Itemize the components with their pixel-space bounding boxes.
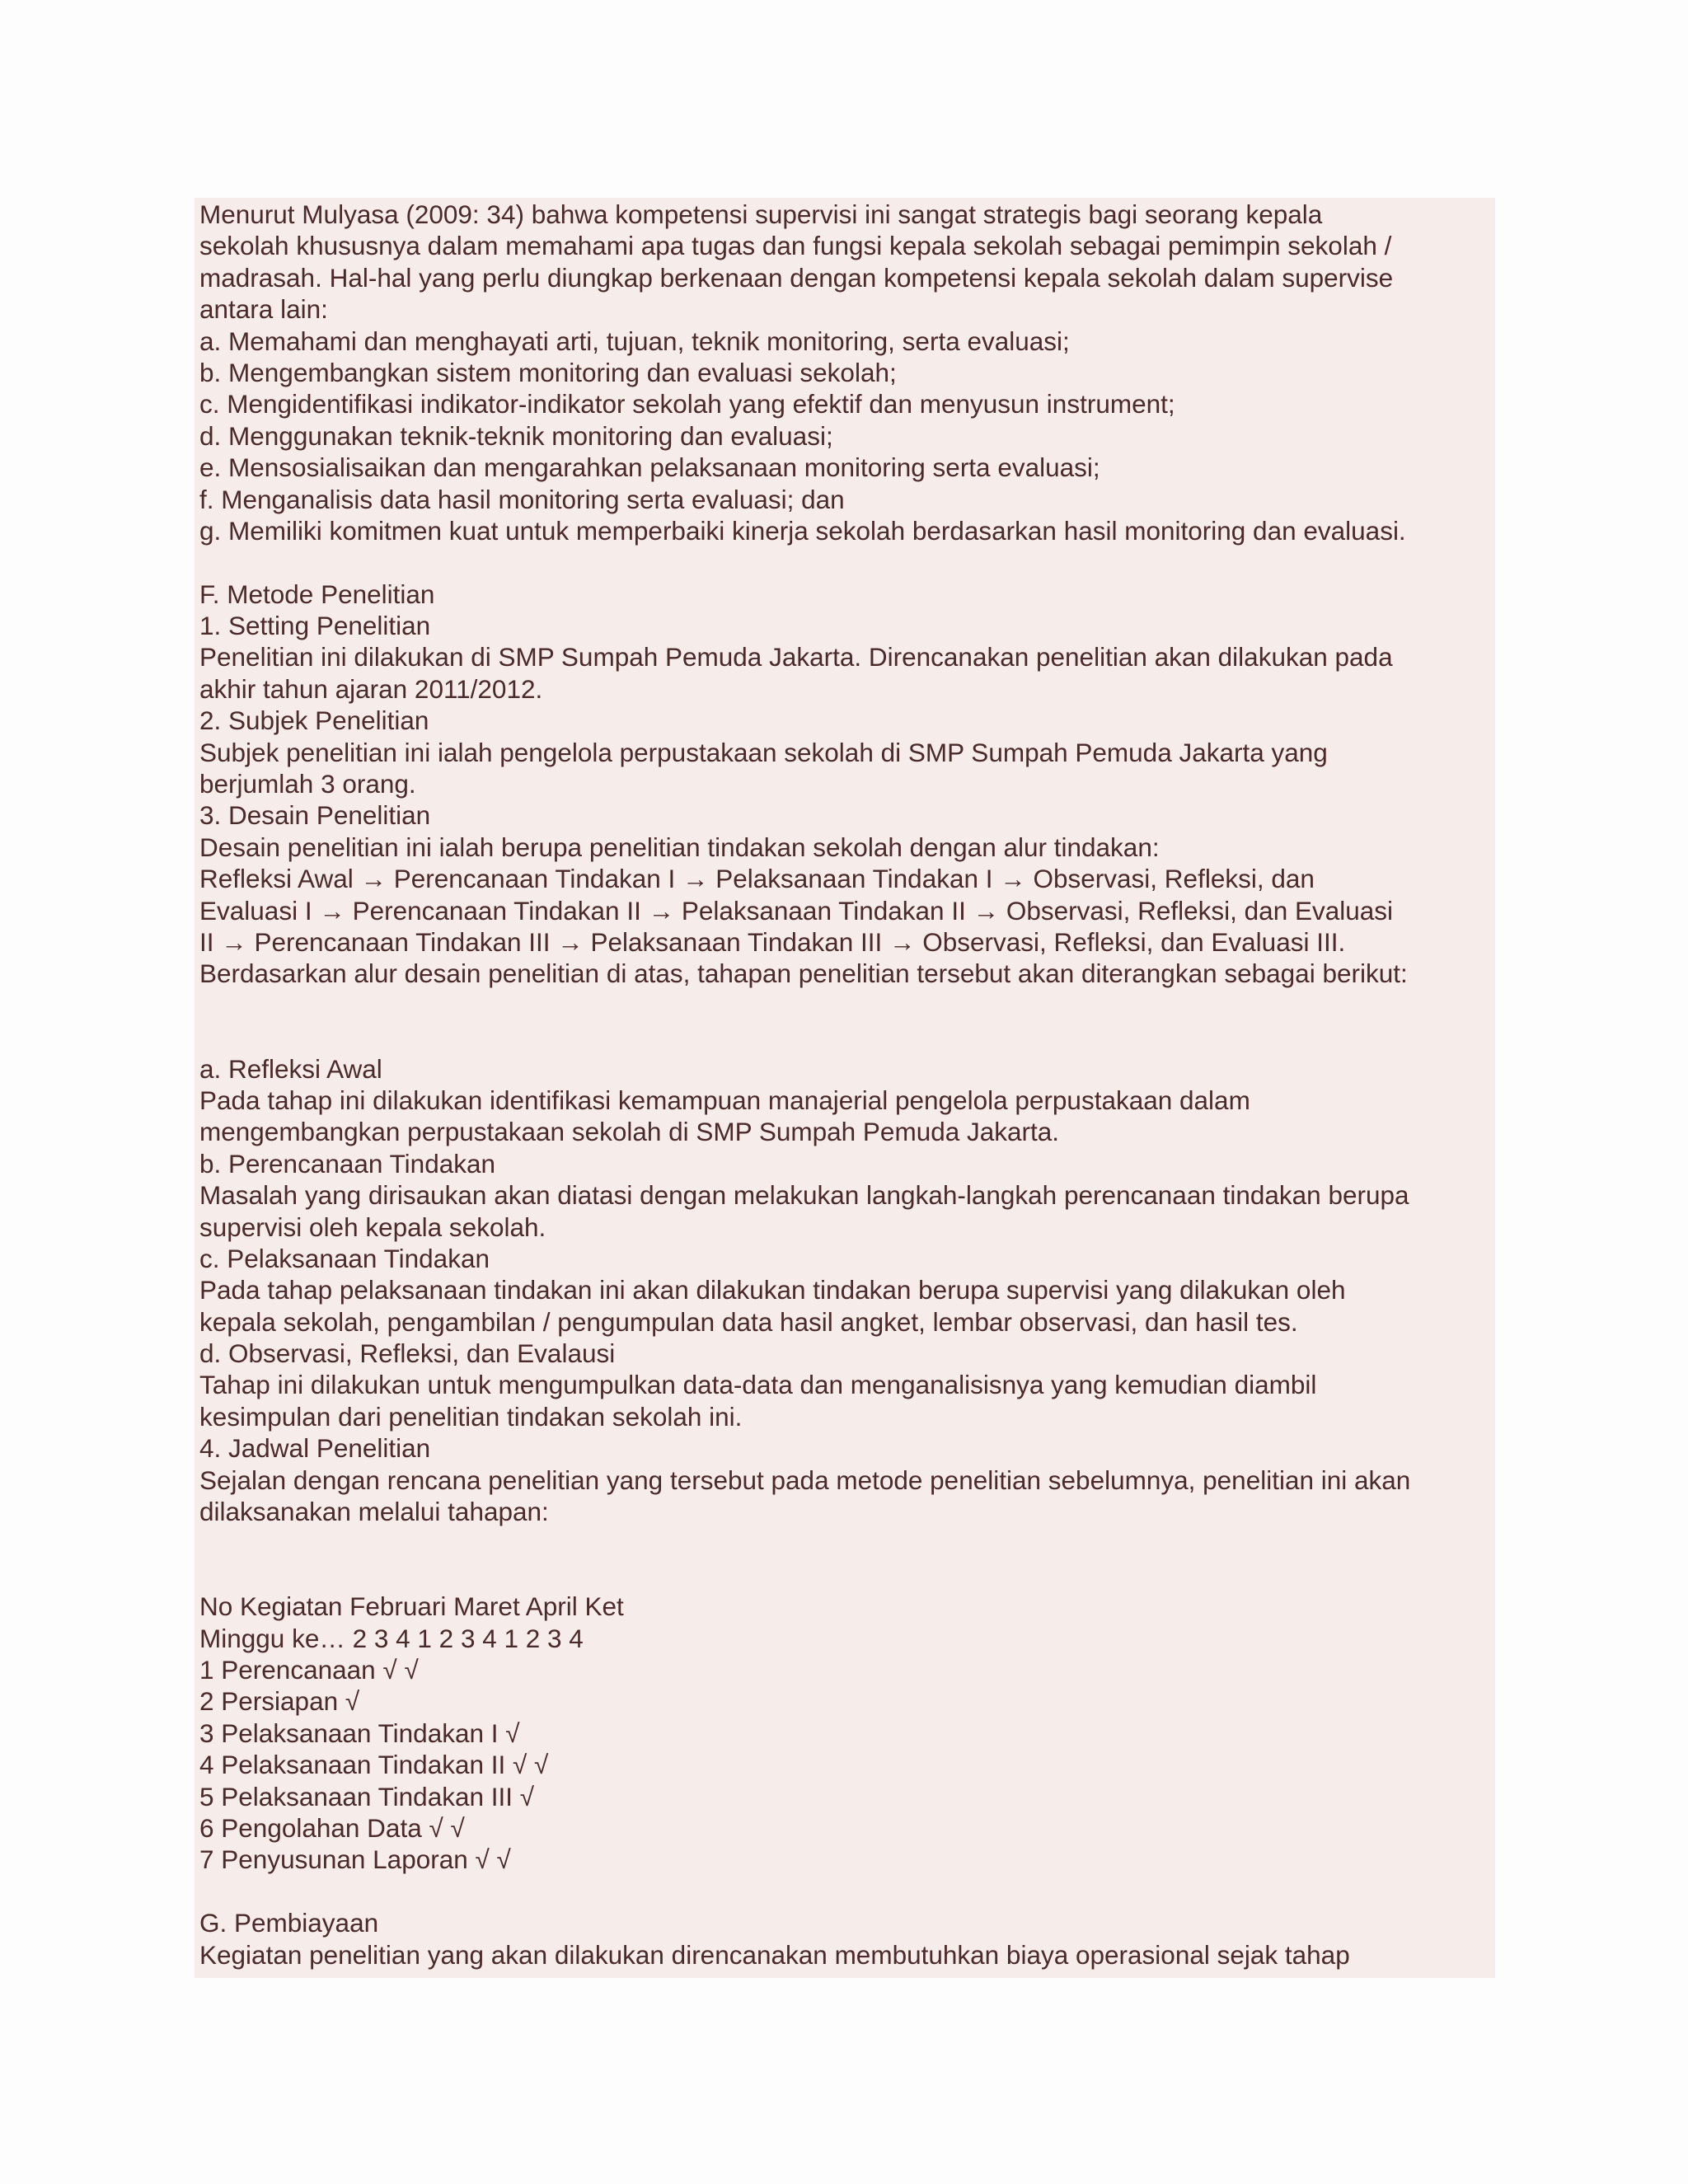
stage-line: b. Perencanaan Tindakan — [199, 1148, 496, 1179]
method-line: Berdasarkan alur desain penelitian di atas, tahapan penelitian tersebut akan diterangkan sebagai berikut: — [199, 958, 1408, 989]
method-line: 1. Setting Penelitian — [199, 611, 431, 641]
stage-line: a. Refleksi Awal — [199, 1053, 382, 1084]
stage-line: supervisi oleh kepala sekolah. — [199, 1212, 546, 1242]
schedule-row: 3 Pelaksanaan Tindakan I √ — [199, 1718, 520, 1748]
schedule-row: 7 Penyusunan Laporan √ √ — [199, 1844, 511, 1875]
competency-item: d. Menggunakan teknik-teknik monitoring dan evaluasi; — [199, 420, 833, 451]
intro-line: sekolah khususnya dalam memahami apa tugas dan fungsi kepala sekolah sebagai pemimpin sekolah / — [199, 231, 1392, 261]
schedule-row: 6 Pengolahan Data √ √ — [199, 1812, 465, 1843]
competency-item: b. Mengembangkan sistem monitoring dan evaluasi sekolah; — [199, 357, 897, 387]
method-section — [199, 579, 1493, 990]
stage-line: d. Observasi, Refleksi, dan Evalausi — [199, 1338, 616, 1369]
stage-line: kesimpulan dari penelitian tindakan sekolah ini. — [199, 1401, 743, 1432]
schedule-row: No Kegiatan Februari Maret April Ket — [199, 1591, 624, 1622]
funding-line: G. Pembiayaan — [199, 1908, 379, 1938]
funding-line: Kegiatan penelitian yang akan dilakukan direncanakan membutuhkan biaya operasional sejak tahap — [199, 1939, 1350, 1970]
method-line: 2. Subjek Penelitian — [199, 705, 429, 736]
competency-item: f. Menganalisis data hasil monitoring serta evaluasi; dan — [199, 484, 845, 514]
competency-item: g. Memiliki komitmen kuat untuk memperbaiki kinerja sekolah berdasarkan hasil monitoring dan evaluasi. — [199, 515, 1406, 546]
stage-line: c. Pelaksanaan Tindakan — [199, 1243, 490, 1273]
spacer — [199, 1527, 1493, 1591]
stage-line: dilaksanakan melalui tahapan: — [199, 1497, 549, 1527]
stage-line: mengembangkan perpustakaan sekolah di SMP Sumpah Pemuda Jakarta. — [199, 1117, 1060, 1147]
method-line: Subjek penelitian ini ialah pengelola perpustakaan sekolah di SMP Sumpah Pemuda Jakarta yang — [199, 737, 1328, 767]
stages-section — [199, 1053, 1493, 1528]
competency-item: e. Mensosialisaikan dan mengarahkan pelaksanaan monitoring serta evaluasi; — [199, 452, 1100, 483]
method-line: 3. Desain Penelitian — [199, 800, 431, 831]
method-line: akhir tahun ajaran 2011/2012. — [199, 673, 543, 704]
schedule-row: 1 Perencanaan √ √ — [199, 1655, 419, 1685]
schedule-row: 2 Persiapan √ — [199, 1686, 360, 1717]
schedule-table — [199, 1591, 1493, 1876]
schedule-row: 5 Pelaksanaan Tindakan III √ — [199, 1781, 535, 1811]
method-line: berjumlah 3 orang. — [199, 769, 416, 799]
stage-line: Pada tahap pelaksanaan tindakan ini akan dilakukan tindakan berupa supervisi yang dilakukan oleh — [199, 1275, 1346, 1305]
stage-line: Sejalan dengan rencana penelitian yang tersebut pada metode penelitian sebelumnya, penelitian ini akan — [199, 1465, 1411, 1495]
competency-item: a. Memahami dan menghayati arti, tujuan, teknik monitoring, serta evaluasi; — [199, 326, 1070, 356]
stage-line: kepala sekolah, pengambilan / pengumpulan data hasil angket, lembar observasi, dan hasil tes. — [199, 1306, 1298, 1337]
funding-section — [199, 1907, 1493, 1971]
intro-line: antara lain: — [199, 294, 328, 325]
competency-item: c. Mengidentifikasi indikator-indikator sekolah yang efektif dan menyusun instrument; — [199, 389, 1175, 419]
schedule-row: 4 Pelaksanaan Tindakan II √ √ — [199, 1750, 549, 1780]
method-line: Desain penelitian ini ialah berupa penelitian tindakan sekolah dengan alur tindakan: — [199, 832, 1160, 862]
method-line: Refleksi Awal → Perencanaan Tindakan I → Pelaksanaan Tindakan I → Observasi, Refleksi, dan — [199, 864, 1315, 894]
intro-paragraph — [199, 199, 1493, 326]
stage-line: Pada tahap ini dilakukan identifikasi kemampuan manajerial pengelola perpustakaan dalam — [199, 1085, 1250, 1115]
intro-line: madrasah. Hal-hal yang perlu diungkap berkenaan dengan kompetensi kepala sekolah dalam supervise — [199, 262, 1394, 293]
document-body — [199, 199, 1493, 1971]
method-line: Evaluasi I → Perencanaan Tindakan II → Pelaksanaan Tindakan II → Observasi, Refleksi, dan Evaluasi — [199, 895, 1394, 926]
method-line: II → Perencanaan Tindakan III → Pelaksanaan Tindakan III → Observasi, Refleksi, dan Evaluasi III. — [199, 926, 1346, 957]
competency-list — [199, 326, 1493, 547]
spacer — [199, 990, 1493, 1053]
stage-line: Tahap ini dilakukan untuk mengumpulkan data-data dan menganalisisnya yang kemudian diambil — [199, 1370, 1317, 1400]
method-line: Penelitian ini dilakukan di SMP Sumpah Pemuda Jakarta. Direncanakan penelitian akan dilakukan pada — [199, 642, 1393, 673]
method-line: F. Metode Penelitian — [199, 579, 435, 609]
spacer — [199, 546, 1493, 578]
stage-line: Masalah yang dirisaukan akan diatasi dengan melakukan langkah-langkah perencanaan tindakan berupa — [199, 1180, 1409, 1211]
schedule-row: Minggu ke… 2 3 4 1 2 3 4 1 2 3 4 — [199, 1623, 584, 1653]
intro-line: Menurut Mulyasa (2009: 34) bahwa kompetensi supervisi ini sangat strategis bagi seorang kepala — [199, 199, 1323, 229]
spacer — [199, 1876, 1493, 1907]
stage-line: 4. Jadwal Penelitian — [199, 1433, 431, 1464]
